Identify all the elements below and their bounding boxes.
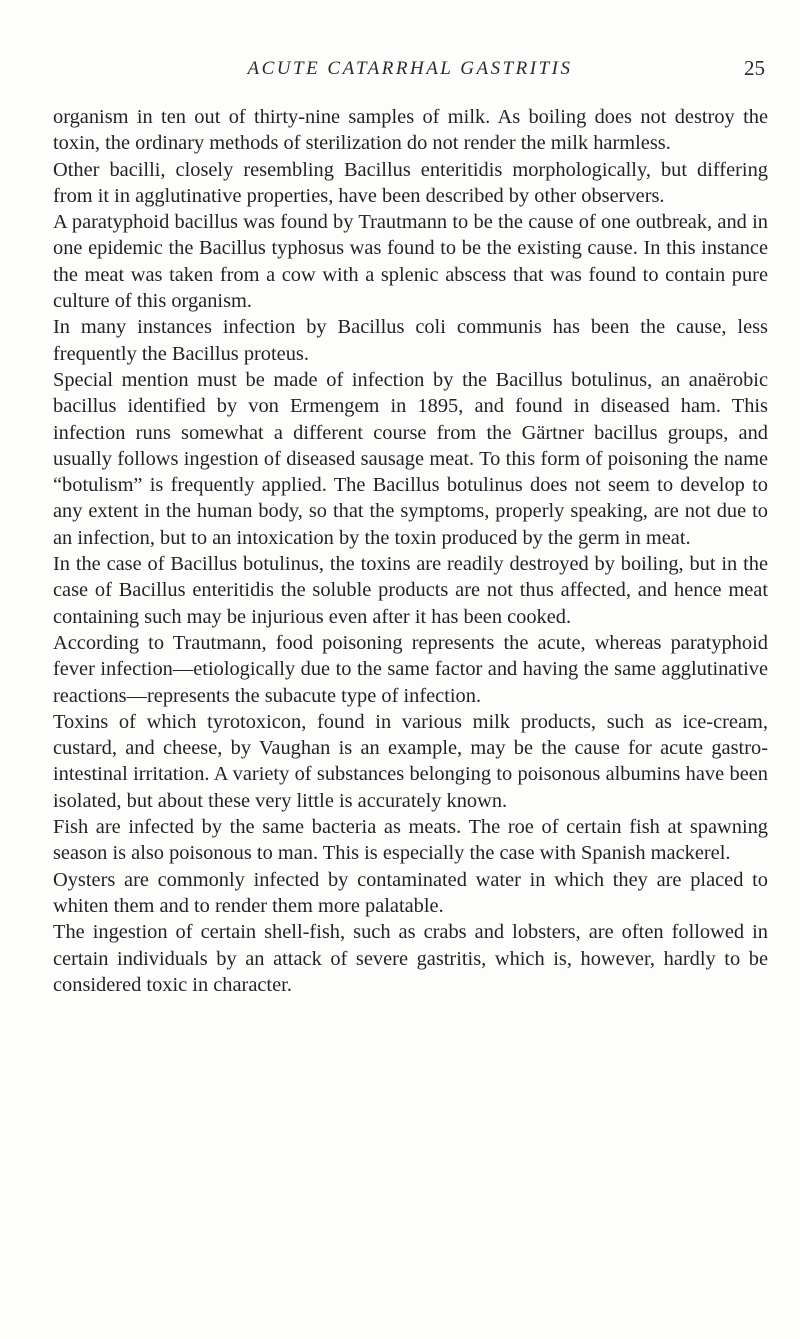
body-text — [53, 104, 768, 998]
paragraph-4: In many instances infection by Bacillus coli communis has been the cause, less frequently the Bacillus proteus. — [53, 316, 768, 365]
paragraph-10: Oysters are commonly infected by contaminated water in which they are placed to whiten them and to render them more palatable. — [53, 868, 768, 917]
page-number: 25 — [744, 56, 765, 80]
paragraph-2: Other bacilli, closely resembling Bacillus enteritidis morphologically, but differing from it in agglutinative properties, have been described by other observers. — [53, 158, 768, 207]
paragraph-5: Special mention must be made of infection by the Bacillus botulinus, an anaërobic bacillus identified by von Ermengem in 1895, and found in diseased ham. This infection runs somewhat a different course from the Gärtner bacillus groups, and usually follows ingestion of diseased sausage meat. To this form of poisoning the name “botulism” is frequently applied. The Bacillus botulinus does not seem to develop to any extent in the human body, so that the symptoms, properly speaking, are not due to an infection, but to an intoxication by the toxin produced by the germ in meat. — [53, 368, 768, 549]
paragraph-3: A paratyphoid bacillus was found by Trautmann to be the cause of one outbreak, and in one epidemic the Bacillus typhosus was found to be the existing cause. In this instance the meat was taken from a cow with a splenic abscess that was found to contain pure culture of this organism. — [53, 211, 768, 313]
paragraph-7: According to Trautmann, food poisoning represents the acute, whereas paratyphoid fever infection—etiologically due to the same factor and having the same agglutinative reactions—represents the subacute type of infection. — [53, 631, 768, 707]
paragraph-9: Fish are infected by the same bacteria as meats. The roe of certain fish at spawning season is also poisonous to man. This is especially the case with Spanish mackerel. — [53, 816, 768, 865]
running-title: ACUTE CATARRHAL GASTRITIS — [247, 58, 573, 79]
running-head — [50, 58, 770, 88]
paragraph-1: organism in ten out of thirty-nine samples of milk. As boiling does not destroy the toxin, the ordinary methods of sterilization do not render the milk harmless. — [53, 106, 768, 155]
paragraph-6: In the case of Bacillus botulinus, the toxins are readily destroyed by boiling, but in the case of Bacillus enteritidis the soluble products are not thus affected, and hence meat containing such may be injurious even after it has been cooked. — [53, 553, 768, 628]
paragraph-8: Toxins of which tyrotoxicon, found in various milk products, such as ice-cream, custard, and cheese, by Vaughan is an example, may be the cause for acute gastro-intestinal irritation. A variety of substances belonging to poisonous albumins have been isolated, but about these very little is accurately known. — [53, 710, 768, 812]
paragraph-11: The ingestion of certain shell-fish, such as crabs and lobsters, are often followed in certain individuals by an attack of severe gastritis, which is, however, hardly to be considered toxic in character. — [53, 921, 768, 996]
